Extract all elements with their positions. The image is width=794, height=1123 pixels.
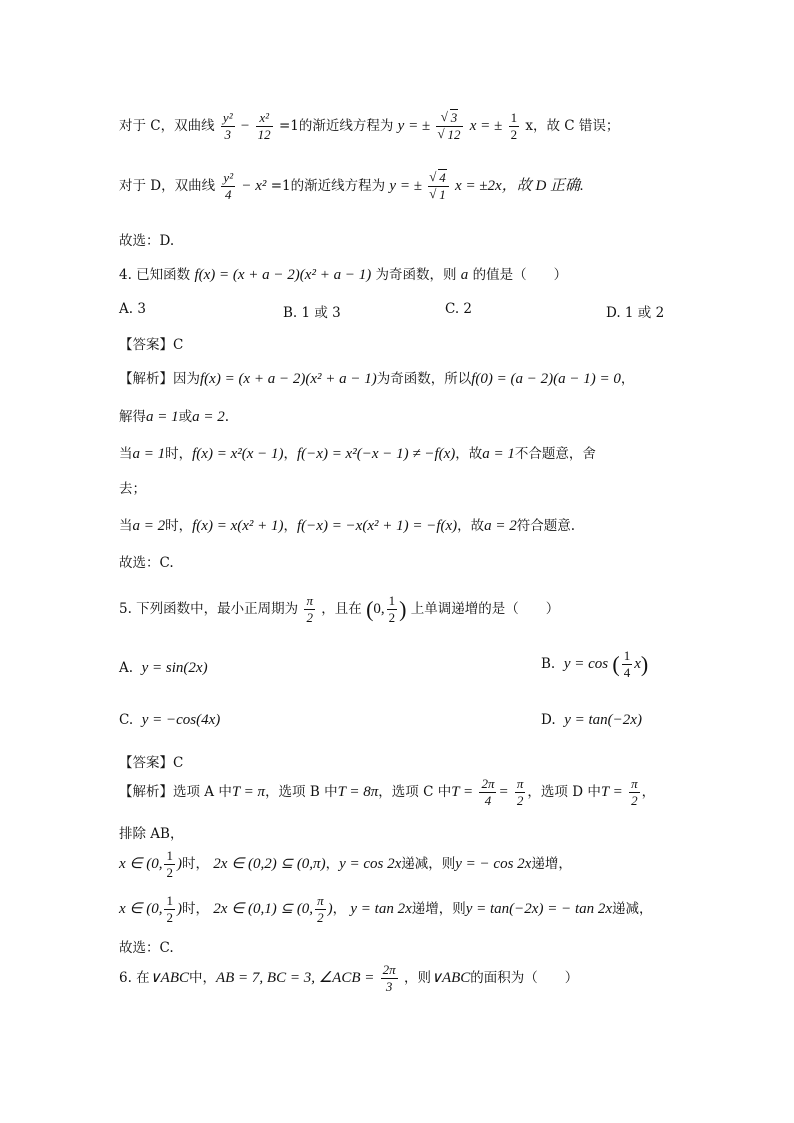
fraction: $\frac{\pi}{2}$ — [306, 593, 313, 625]
line-d-hyperbola: 对于 D，双曲线 $\frac{\text{y²}}{4}$ − x² =1的渐近线方程为 y = ± √ 4 √ 1 x = ±2x，故 D 正确. — [119, 170, 754, 203]
q4-option-a: A. 3 — [119, 301, 146, 317]
text: x = ± — [469, 118, 503, 134]
explanation-4-line2: 解得a = 1或a = 2. — [119, 409, 230, 425]
question-5: 5. 下列函数中，最小正周期为 $\frac{\pi}{2}$ ，且在 (0, $\frac{1}{2}$ ) 上单调递增的是（ ） — [119, 593, 560, 625]
explanation-4-line3: 当a = 1时，f(x) = x²(x − 1)，f(−x) = x²(−x − 1) ≠ −f(x)，故a = 1不合题意，舍 — [119, 446, 596, 462]
text: =1的渐近线方程为 — [270, 178, 386, 194]
q5-option-a: A. y = sin(2x) — [119, 660, 208, 676]
question-6: 6. 在∨ABC中，AB = 7, BC = 3, ∠ACB = $\frac{2\pi}{3}$ ，则∨ABC的面积为（ ） — [119, 962, 579, 994]
fraction: $\frac{\pi}{2}$ — [631, 776, 638, 808]
fraction: $\frac{2\pi}{4}$ — [481, 776, 495, 808]
fraction: $\frac{1}{2}$ — [166, 848, 173, 880]
text: =1的渐近线方程为 — [278, 118, 394, 134]
fraction: $\frac{1}{2}$ — [510, 110, 518, 142]
fraction: $\frac{1}{2}$ — [388, 593, 396, 625]
fraction: $\frac{1}{4}$ — [623, 648, 631, 680]
fraction: √ 3 √ 12 — [436, 110, 463, 143]
explanation-5-line4: x ∈ (0, $\frac{1}{2}$ )时， 2x ∈ (0,1) ⊆ (0, $\frac{\pi}{2}$ )， y = tan 2x递增，则y = tan(−2x) = − tan 2x递减， — [119, 893, 653, 925]
fraction: $\frac{\text{y²}}{3}$ — [222, 110, 233, 142]
answer-5: 【答案】C — [119, 755, 184, 771]
fraction: $\frac{1}{2}$ — [166, 893, 173, 925]
fraction: $\frac{\pi}{2}$ — [516, 776, 524, 808]
q4-option-c: C. 2 — [445, 301, 473, 317]
answer-4: 【答案】C — [119, 337, 184, 353]
line-choose-d: 故选：D. — [119, 233, 175, 249]
explanation-5-line3: x ∈ (0, $\frac{1}{2}$ )时， 2x ∈ (0,2) ⊆ (0,π)，y = cos 2x递减，则y = − cos 2x递增， — [119, 848, 572, 880]
text: 对于 D，双曲线 — [119, 178, 216, 194]
text: x = ±2x，故 D 正确. — [455, 178, 584, 194]
explanation-5-line1: 【解析】选项 A 中T = π，选项 B 中T = 8π，选项 C 中T = $\frac{2\pi}{4}$ = $\frac{\pi}{2}$ ，选项 D 中T = $\frac{\pi}{2}$ ， — [119, 776, 656, 808]
q5-option-c: C. y = −cos(4x) — [119, 712, 221, 728]
explanation-5-line2: 排除 AB， — [119, 826, 184, 842]
line-c-hyperbola: 对于 C，双曲线 $\frac{\text{y²}}{3}$ − $\frac{\text{x²}}{12}$ =1的渐近线方程为 y = ± √ 3 √ 12 x = ± $\frac{1}{2}$ x，故 C 错误； — [119, 110, 754, 143]
q5-option-d: D. y = tan(−2x) — [541, 712, 642, 728]
line-choose-c: 故选：C. — [119, 555, 174, 571]
q4-option-b: B. 1 或 3 — [283, 305, 341, 321]
q5-option-b: B. y = cos ( $\frac{1}{4}$ x) — [541, 648, 649, 680]
text: 对于 C，双曲线 — [119, 118, 215, 134]
text: x，故 C 错误； — [525, 118, 620, 134]
line-choose-c-2: 故选：C. — [119, 940, 174, 956]
fraction: $\frac{\text{x²}}{12}$ — [257, 110, 271, 142]
text: − — [240, 118, 250, 134]
fraction: √ 4 √ 1 — [428, 170, 449, 203]
q4-option-d: D. 1 或 2 — [606, 305, 665, 321]
fraction: $\frac{\text{y²}}{4}$ — [223, 170, 234, 202]
fraction: $\frac{2\pi}{3}$ — [382, 962, 396, 994]
question-4: 4. 已知函数 f(x) = (x + a − 2)(x² + a − 1) 为奇函数，则 a 的值是（ ） — [119, 267, 568, 283]
explanation-4-line1: 【解析】因为f(x) = (x + a − 2)(x² + a − 1)为奇函数，所以f(0) = (a − 2)(a − 1) = 0， — [119, 371, 635, 387]
text: − x² — [241, 178, 267, 194]
fraction: $\frac{\pi}{2}$ — [317, 893, 324, 925]
explanation-4-line4: 去； — [119, 481, 146, 497]
explanation-4-line5: 当a = 2时，f(x) = x(x² + 1)，f(−x) = −x(x² + 1) = −f(x)，故a = 2符合题意. — [119, 518, 576, 534]
